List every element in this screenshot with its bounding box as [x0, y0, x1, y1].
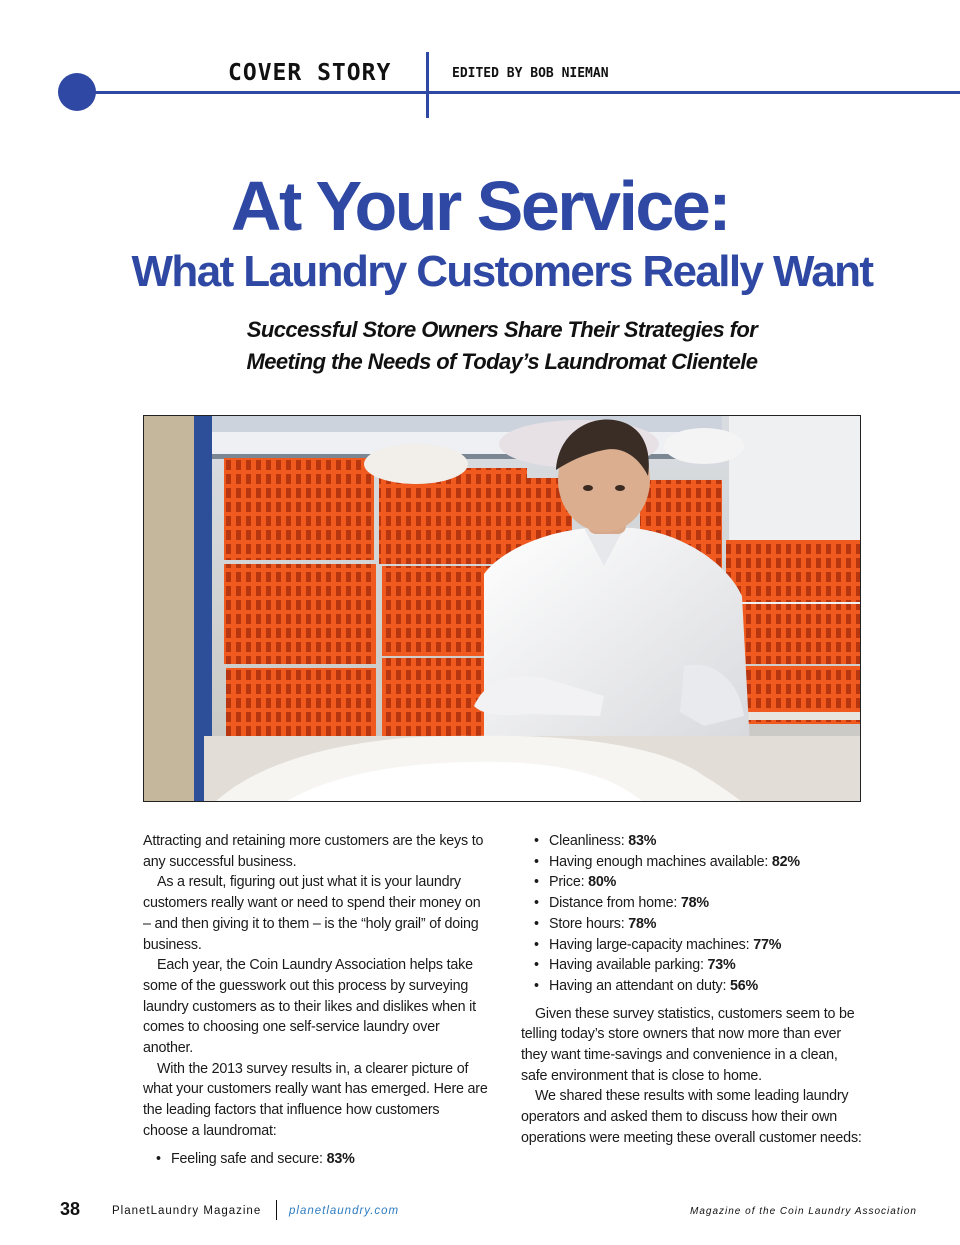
list-item	[143, 1149, 488, 1170]
bullet-icon: •	[534, 977, 539, 994]
article-subtitle: What Laundry Customers Really Want	[131, 247, 873, 296]
list-item	[521, 955, 866, 976]
magazine-name: PlanetLaundry Magazine	[112, 1205, 262, 1217]
factor-label: Distance from home:	[549, 895, 678, 912]
list-item	[521, 914, 866, 935]
bullet-icon: •	[534, 853, 539, 870]
deck-line-1: Successful Store Owners Share Their Strategies for	[246, 317, 758, 342]
factor-label: Having large-capacity machines:	[549, 936, 750, 953]
bullet-icon: •	[534, 874, 539, 891]
editor-credit: EDITED BY BOB NIEMAN	[452, 66, 609, 81]
factor-value: 78%	[680, 895, 709, 912]
bullet-icon: •	[534, 833, 539, 849]
list-item	[521, 872, 866, 893]
paragraph: With the 2013 survey results in, a clearer picture of what your customers really want has emerged. Here are the leading factors that influence how customers choose a laundromat:	[143, 1060, 488, 1139]
list-item	[521, 852, 866, 873]
factor-label: Having available parking:	[549, 957, 704, 974]
factor-label: Cleanliness:	[549, 833, 625, 849]
magazine-url[interactable]: planetlaundry.com	[289, 1205, 400, 1217]
paragraph: Given these survey statistics, customers seem to be telling today’s store owners that now more than ever they want time-savings and convenience in a clean, safe environment that is close to home.	[521, 1005, 855, 1084]
article-title: At Your Service:	[230, 167, 730, 245]
bullet-icon: •	[156, 1150, 161, 1167]
factor-label: Store hours:	[549, 915, 625, 932]
factor-value: 73%	[707, 957, 736, 974]
list-item	[521, 893, 866, 914]
paragraph: We shared these results with some leading laundry operators and asked them to discuss how their own operations were meeting these overall customer needs:	[521, 1088, 862, 1146]
factor-label: Price:	[549, 874, 585, 891]
survey-list	[521, 831, 866, 997]
right-column	[521, 831, 866, 1149]
factor-value: 56%	[730, 977, 759, 994]
paragraph: Attracting and retaining more customers are the keys to any successful business.	[143, 833, 484, 870]
laundry-worker-photo	[144, 416, 861, 802]
bullet-icon: •	[534, 915, 539, 932]
section-label: COVER STORY	[228, 60, 392, 86]
survey-list	[143, 1149, 488, 1170]
list-item	[521, 935, 866, 956]
header-divider	[426, 52, 429, 118]
factor-value: 82%	[771, 853, 800, 870]
paragraph: As a result, figuring out just what it is your laundry customers really want or need to spend their money on – and then giving it to them – is the “holy grail” of doing business.	[143, 874, 481, 953]
list-item	[521, 976, 866, 997]
factor-value: 77%	[753, 936, 782, 953]
bullet-icon: •	[534, 895, 539, 912]
header-rule	[76, 91, 960, 94]
deck-line-2: Meeting the Needs of Today’s Laundromat Clientele	[246, 349, 758, 374]
bullet-icon: •	[534, 957, 539, 974]
bullet-icon: •	[534, 936, 539, 953]
factor-value: 78%	[628, 915, 657, 932]
header-dot	[58, 73, 96, 111]
footer-divider	[276, 1200, 277, 1220]
factor-label: Having an attendant on duty:	[549, 977, 727, 994]
factor-label: Having enough machines available:	[549, 853, 769, 870]
page-number: 38	[60, 1199, 81, 1219]
association-tagline: Magazine of the Coin Laundry Association	[690, 1206, 917, 1217]
list-item	[521, 831, 866, 852]
paragraph: Each year, the Coin Laundry Association helps take some of the guesswork out this process by surveying laundry customers as to their likes and dislikes when it comes to choosing one self-service laundry over another.	[143, 957, 476, 1057]
factor-value: 83%	[628, 833, 657, 849]
left-column	[143, 831, 488, 1169]
article-photo	[143, 415, 861, 802]
article-deck	[0, 314, 960, 378]
factor-label: Feeling safe and secure:	[171, 1150, 323, 1167]
factor-value: 80%	[588, 874, 617, 891]
factor-value: 83%	[326, 1150, 355, 1167]
